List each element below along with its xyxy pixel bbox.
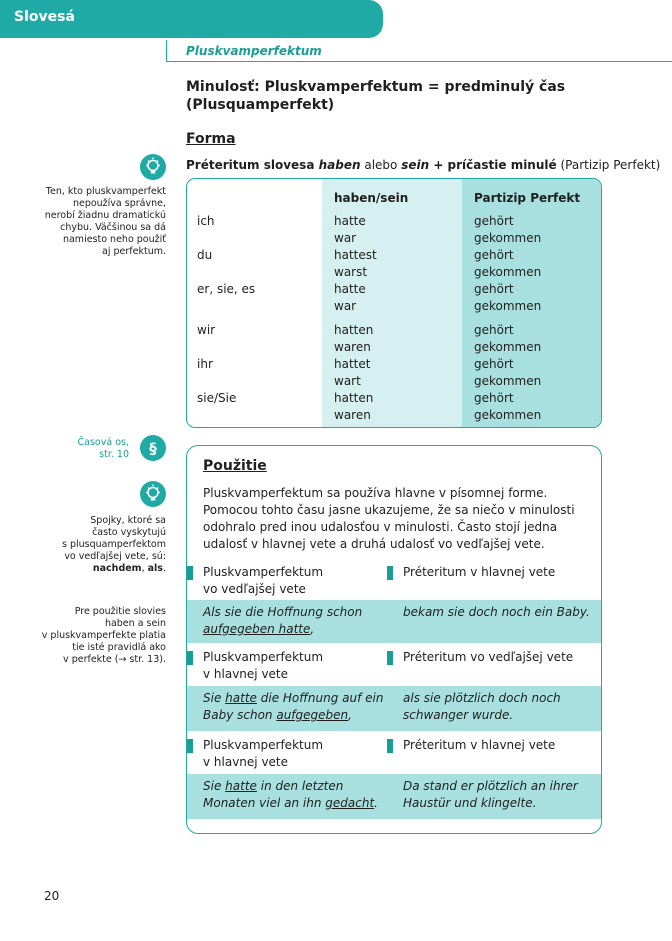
lightbulb-icon (140, 481, 166, 507)
bullet-marker (187, 739, 193, 753)
pronoun: du (197, 248, 213, 262)
participle: gehört gekommen gehört gekommen gehört gekommen (474, 323, 542, 422)
column-header: haben/sein (334, 191, 409, 205)
page-title: Minulosť: Pluskvamperfektum = predminulý čas (Plusquamperfekt) (186, 79, 566, 113)
cross-reference[interactable]: Časová os, str. 10 (77, 437, 129, 460)
usage-box (186, 445, 602, 834)
usage-heading: Použitie (203, 458, 267, 474)
section-sign-icon (140, 435, 166, 461)
side-note-tip: Ten, kto pluskvamperfekt nepoužíva správne, nerobí žiadnu dramatickú chybu. Väčšinou sa dá namiesto neho použiť aj perfektum. (44, 186, 166, 257)
rule-row: Pluskvamperfektum v hlavnej vete Préteritum v hlavnej vete (187, 731, 601, 774)
divider (166, 61, 672, 62)
svg-text:§: § (149, 439, 157, 458)
example-row: Sie hatte die Hoffnung auf ein Baby schon aufgegeben, als sie plötzlich doch noch schwanger wurde. (187, 686, 601, 731)
bullet-marker (387, 651, 393, 665)
forma-heading: Forma (186, 131, 236, 147)
bullet-marker (387, 566, 393, 580)
rule-row: Pluskvamperfektum v hlavnej vete Préteritum vo vedľajšej vete (187, 643, 601, 686)
section-title: Pluskvamperfektum (186, 44, 322, 58)
pronoun: wir (197, 323, 216, 337)
side-note-rules: Pre použitie slovies haben a sein v pluskvamperfekte platia tie isté pravidlá ako v perfekte (→ str. 13). (41, 606, 166, 665)
bullet-marker (187, 566, 193, 580)
aux-form: hatten waren hattet wart hatten waren (334, 323, 374, 422)
conjugation-table (186, 178, 602, 428)
pronoun: ich (197, 214, 215, 228)
example-row: Als sie die Hoffnung schon aufgegeben hatte, bekam sie doch noch ein Baby. (187, 600, 601, 643)
side-note-conjunctions: Spojky, ktoré sa často vyskytujú s plusquamperfektom vo vedľajšej vete, sú: nachdem, als. (62, 515, 166, 574)
chapter-title: Slovesá (14, 9, 75, 25)
bullet-marker (387, 739, 393, 753)
pronoun: sie/Sie (197, 391, 237, 405)
usage-intro: Pluskvamperfektum sa používa hlavne v písomnej forme. Pomocou tohto času jasne ukazujeme, že sa niečo v minulosti odohralo pred inou udalosťou v minulosti. Často stojí jedna udalosť v hlavnej vete a druhá udalosť vo vedľajšej vete. (203, 486, 575, 551)
page-number: 20 (44, 889, 60, 903)
rule-row: Pluskvamperfektum vo vedľajšej vete Préteritum v hlavnej vete (187, 561, 601, 600)
example-row: Sie hatte in den letzten Monaten viel an ihn gedacht. Da stand er plötzlich an ihrer Haustür und klingelte. (187, 774, 601, 819)
bullet-marker (187, 651, 193, 665)
pronoun: ihr (197, 357, 213, 371)
participle: gehört gekommen gehört gekommen gehört gekommen (474, 214, 542, 313)
lightbulb-icon (140, 154, 166, 180)
divider (166, 40, 167, 62)
forma-rule: Préteritum slovesa haben alebo sein + príčastie minulé (Partizip Perfekt) (186, 158, 661, 172)
pronoun: er, sie, es (197, 282, 256, 296)
aux-form: hatte war hattest warst hatte war (334, 214, 377, 313)
chapter-header (0, 0, 383, 38)
column-header: Partizip Perfekt (474, 191, 581, 205)
